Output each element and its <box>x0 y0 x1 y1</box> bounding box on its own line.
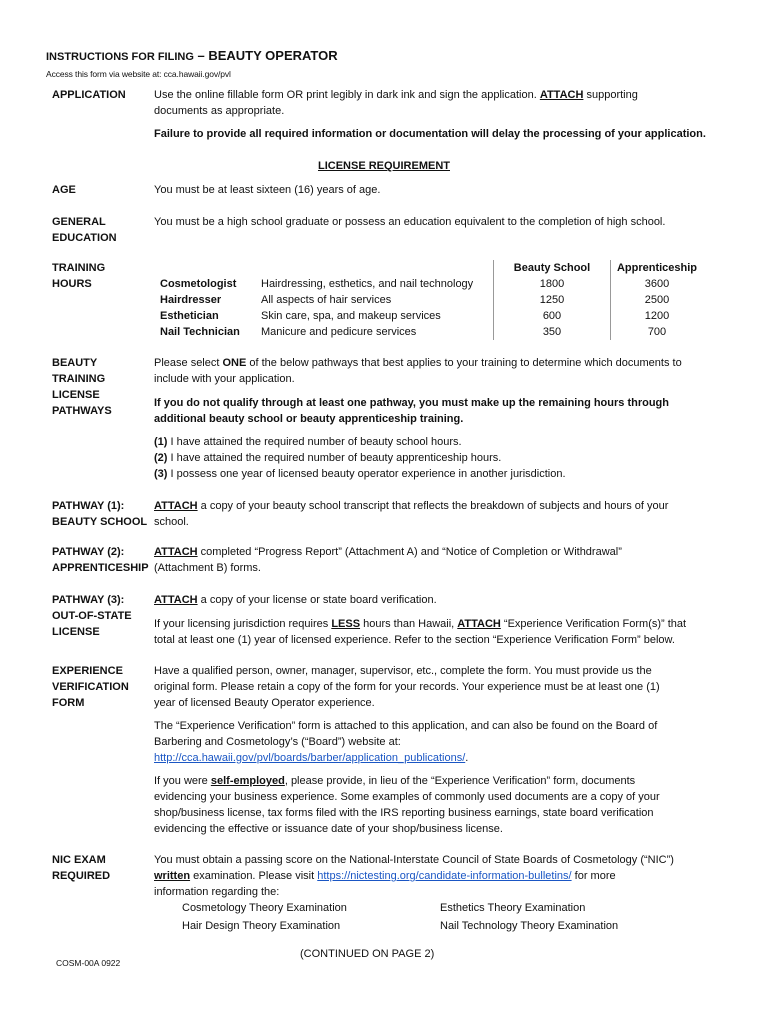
experience-p2: The “Experience Verification” form is attached to this application, and can also be found on the Board of Barbering and Cosmetology’s (“Board”) website at: http://cca.hawaii.gov/pvl/boards/barber/application_publications/. <box>154 720 658 764</box>
col-apprenticeship: Apprenticeship <box>616 262 698 274</box>
pathway1-text: ATTACH a copy of your beauty school transcript that reflects the breakdown of subjects and hours of your school. <box>154 500 669 528</box>
list-item: Hair Design Theory Examination <box>182 920 341 932</box>
list-item: (3) I possess one year of licensed beauty operator experience in another jurisdiction. <box>154 468 566 480</box>
nic-bulletins-link[interactable]: https://nictesting.org/candidate-information-bulletins/ <box>317 870 572 882</box>
table-header-row <box>160 260 703 276</box>
application-label: APPLICATION <box>52 89 126 101</box>
experience-label: EXPERIENCE VERIFICATION FORM <box>52 665 129 709</box>
list-item: Cosmetology Theory Examination <box>182 902 347 914</box>
table-row: Nail Technician Manicure and pedicure services 350 700 <box>160 326 667 338</box>
pathway3-label: PATHWAY (3): OUT-OF-STATE LICENSE <box>52 594 132 638</box>
application-warning: Failure to provide all required information or documentation will delay the processing of your application. <box>154 128 706 140</box>
training-hours-table <box>160 260 703 340</box>
pathways-warning: If you do not qualify through at least one pathway, you must make up the remaining hours through additional beauty school or beauty apprenticeship training. <box>154 397 669 425</box>
pathways-intro: Please select ONE of the below pathways that best applies to your training to determine which documents to include with your application. <box>154 357 682 385</box>
exam-list-left <box>182 900 347 934</box>
pathways-options <box>154 434 724 482</box>
experience-p1: Have a qualified person, owner, manager, supervisor, etc., complete the form. You must provide us the original form. Please retain a copy of the form for your records. Your experience must be at least one (1) year of licensed Beauty Operator experience. <box>154 665 660 709</box>
experience-p3: If you were self-employed, please provide, in lieu of the “Experience Verification” form, documents evidencing your business experience. Some examples of commonly used documents are a copy of your shop/business license, tax forms filed with the IRS reporting business earnings, state board verification evidencing the effective or issuance date of your shop/business license. <box>154 775 660 835</box>
pathway3-less-hours: If your licensing jurisdiction requires LESS hours than Hawaii, ATTACH “Experience Verification Form(s)” that total at least one (1) year of licensed experience. Refer to the section “Experience Verification Form” below. <box>154 618 687 646</box>
age-label: AGE <box>52 184 76 196</box>
table-row: Hairdresser All aspects of hair services 1250 2500 <box>160 294 670 306</box>
nic-label: NIC EXAM REQUIRED <box>52 854 111 882</box>
table-row: Cosmetologist Hairdressing, esthetics, and nail technology 1800 3600 <box>160 278 670 290</box>
exam-list-right <box>440 900 618 934</box>
form-code: COSM-00A 0922 <box>56 958 121 968</box>
education-label: GENERAL EDUCATION <box>52 216 117 244</box>
continued-note: (CONTINUED ON PAGE 2) <box>300 948 435 960</box>
table-row: Esthetician Skin care, spa, and makeup services 600 1200 <box>160 310 670 322</box>
page-title <box>46 48 338 65</box>
section-heading: LICENSE REQUIREMENT <box>317 160 450 172</box>
pathway3-text: ATTACH a copy of your license or state board verification. <box>154 594 437 606</box>
education-text: You must be a high school graduate or possess an education equivalent to the completion of high school. <box>154 216 666 228</box>
board-website-link[interactable]: http://cca.hawaii.gov/pvl/boards/barber/application_publications/ <box>154 752 466 764</box>
list-item: Nail Technology Theory Examination <box>440 920 619 932</box>
pathway1-label: PATHWAY (1): BEAUTY SCHOOL <box>52 500 148 528</box>
nic-text: You must obtain a passing score on the National-Interstate Council of State Boards of Cosmetology (“NIC”) written examination. Please visit https://nictesting.org/candidate-information-bulletins/ for more information regarding the: <box>154 854 674 898</box>
col-beauty-school: Beauty School <box>513 262 591 274</box>
title-main: – BEAUTY OPERATOR <box>193 48 338 63</box>
pathway2-text: ATTACH completed “Progress Report” (Attachment A) and “Notice of Completion or Withdrawal” (Attachment B) forms. <box>154 546 622 574</box>
application-text: Use the online fillable form OR print legibly in dark ink and sign the application. ATTACH supporting documents as appropriate. <box>154 89 638 117</box>
title-prefix: INSTRUCTIONS FOR FILING <box>46 51 194 63</box>
age-text: You must be at least sixteen (16) years of age. <box>154 184 381 196</box>
training-hours-label: TRAINING HOURS <box>52 262 106 290</box>
pathways-label: BEAUTY TRAINING LICENSE PATHWAYS <box>52 357 112 417</box>
list-item: (2) I have attained the required number of beauty apprenticeship hours. <box>154 452 502 464</box>
list-item: Esthetics Theory Examination <box>440 902 586 914</box>
access-note: Access this form via website at: cca.hawaii.gov/pvl <box>46 69 231 79</box>
pathway2-label: PATHWAY (2): APPRENTICESHIP <box>52 546 149 574</box>
attach-emphasis: ATTACH <box>539 89 584 101</box>
list-item: (1) I have attained the required number of beauty school hours. <box>154 436 462 448</box>
